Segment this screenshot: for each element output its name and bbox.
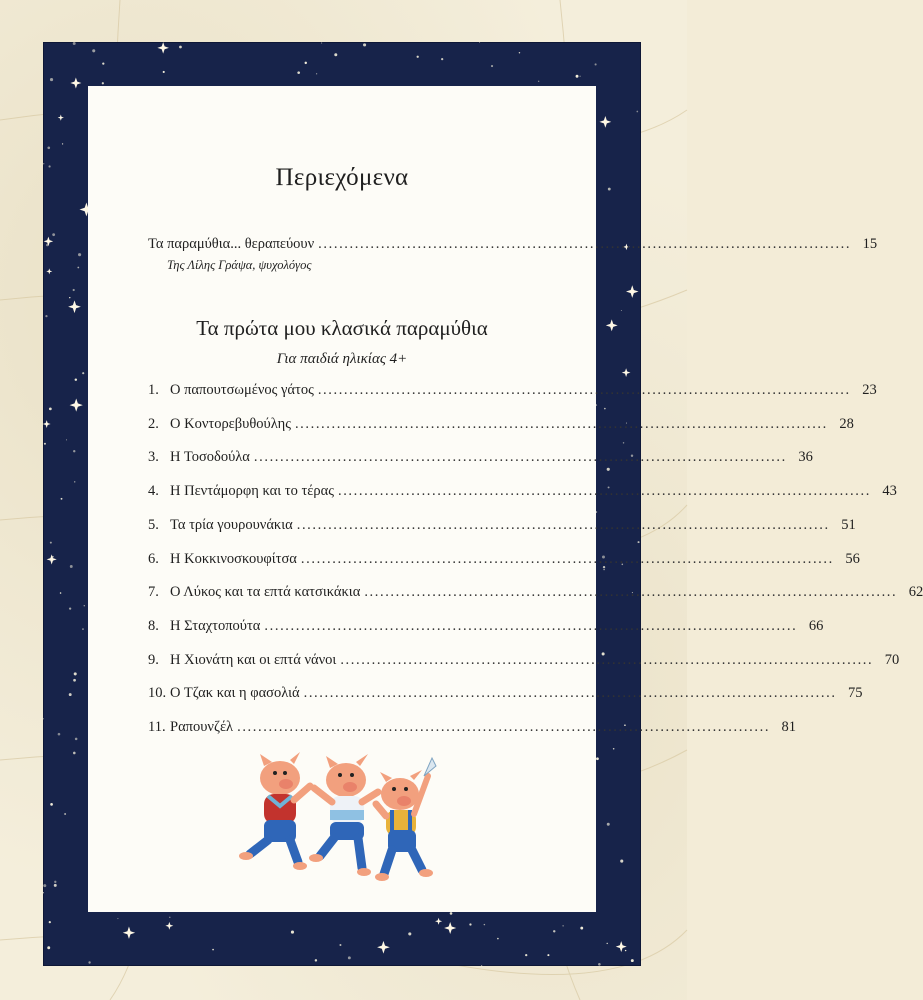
leader-dots: ...................................................................................................... [296, 516, 830, 533]
star-dot [69, 608, 71, 610]
star-dot [625, 950, 626, 951]
toc-entry[interactable] [148, 719, 797, 739]
entry-page-number: 70 [884, 651, 900, 668]
star-dot [75, 738, 78, 741]
star-dot [75, 378, 77, 380]
star-dot [82, 372, 84, 374]
pig-middle [309, 754, 378, 876]
star-dot [49, 165, 51, 167]
star-dot [45, 315, 47, 317]
star-dot [497, 938, 499, 940]
entry-number: 11. [148, 719, 166, 735]
entry-number: 4. [148, 483, 159, 500]
star-dot [580, 76, 581, 77]
star-dot [179, 46, 182, 49]
intro-entry[interactable] [148, 236, 878, 256]
star-dot [69, 297, 70, 298]
entry-number: 1. [148, 382, 159, 398]
leader-dots: ...................................................................................................... [237, 719, 771, 735]
star-dot [315, 959, 317, 961]
entry-number: 7. [148, 584, 159, 601]
star-dot [47, 146, 50, 149]
star-icon [626, 285, 639, 298]
entry-title: Η Τοσοδούλα [170, 449, 250, 466]
intro-title: Τα παραμύθια... θεραπεύουν [148, 236, 315, 252]
star-icon [157, 42, 169, 54]
star-dot [74, 481, 75, 482]
entry-page-number: 51 [841, 516, 856, 533]
star-dot [92, 49, 95, 52]
entry-title: Η Σταχτοπούτα [170, 617, 261, 634]
star-dot [417, 56, 419, 58]
star-dot [78, 253, 81, 256]
star-dot [291, 931, 294, 934]
entry-page-number: 81 [781, 719, 797, 735]
star-dot [553, 930, 555, 932]
star-dot [43, 884, 46, 887]
star-dot [54, 881, 56, 883]
entry-page-number: 36 [798, 449, 813, 466]
leader-dots: ...................................................................................................... [264, 617, 798, 634]
leader-dots: ...................................................................................................... [317, 382, 851, 398]
star-dot [60, 592, 62, 594]
star-dot [603, 569, 604, 570]
star-dot [50, 542, 52, 544]
star-dot [82, 628, 83, 629]
star-icon [377, 941, 390, 954]
page-title: Περιεχόμενα [275, 164, 409, 191]
leader-dots: ...................................................................................................... [300, 550, 834, 567]
entry-number: 10. [148, 685, 167, 702]
star-dot [62, 143, 63, 144]
entry-number: 9. [148, 651, 159, 668]
star-icon [599, 116, 611, 128]
star-dot [43, 163, 44, 164]
entry-page-number: 23 [862, 382, 877, 398]
star-dot [607, 468, 610, 471]
star-dot [484, 924, 485, 925]
star-dot [613, 748, 615, 750]
star-icon [68, 300, 81, 313]
star-dot [77, 267, 79, 269]
entry-page-number: 43 [882, 483, 897, 500]
star-icon [165, 922, 173, 930]
star-dot [576, 75, 579, 78]
star-icon [44, 237, 54, 247]
toc-entry[interactable] [148, 483, 897, 503]
entry-title: Η Πεντάμορφη και το τέρας [170, 483, 334, 500]
section-title: Τα πρώτα μου κλασικά παραμύθια [196, 316, 488, 340]
toc-entry[interactable] [148, 651, 900, 672]
star-dot [547, 954, 549, 956]
star-dot [169, 917, 170, 918]
leader-dots: ...................................................................................................... [303, 685, 837, 702]
star-dot [595, 63, 597, 65]
star-dot [49, 407, 52, 410]
star-icon [46, 268, 52, 274]
entry-page-number: 75 [848, 685, 863, 702]
star-dot [66, 439, 67, 440]
star-dot [469, 923, 471, 925]
toc-entry[interactable] [148, 449, 813, 469]
star-icon [123, 927, 135, 939]
toc-entry[interactable] [148, 415, 854, 436]
star-dot [481, 965, 482, 966]
star-icon [70, 78, 81, 89]
star-dot [50, 78, 53, 81]
star-dot [61, 498, 63, 500]
star-dot [88, 961, 90, 963]
star-dot [84, 605, 85, 606]
star-dot [621, 310, 622, 311]
star-dot [117, 918, 118, 919]
entry-page-number: 62 [908, 584, 923, 601]
star-dot [54, 884, 57, 887]
leader-dots: ...................................................................................................... [253, 449, 787, 466]
star-icon [47, 554, 57, 564]
star-dot [519, 52, 520, 53]
contents-panel [88, 86, 923, 912]
star-dot [50, 803, 53, 806]
intro-author: Της Λίλης Γράψα, ψυχολόγος [167, 258, 312, 272]
star-dot [538, 81, 539, 82]
star-dot [339, 944, 341, 946]
star-dot [623, 442, 624, 443]
entry-page-number: 28 [839, 415, 854, 432]
star-dot [316, 73, 317, 74]
entry-number: 8. [148, 617, 159, 634]
star-dot [604, 408, 606, 410]
star-dot [42, 718, 43, 719]
star-dot [363, 43, 366, 46]
star-dot [297, 71, 300, 74]
entry-title: Η Κοκκινοσκουφίτσα [170, 550, 297, 567]
star-dot [73, 679, 76, 682]
star-dot [491, 65, 493, 67]
entry-title: Ο Τζακ και η φασολιά [170, 685, 300, 702]
star-dot [52, 556, 54, 558]
leader-dots: ...................................................................................................... [294, 415, 828, 432]
star-dot [49, 921, 51, 923]
star-dot [598, 963, 601, 966]
star-icon [435, 918, 442, 925]
entry-title: Τα τρία γουρουνάκια [170, 516, 293, 533]
star-dot [73, 289, 75, 291]
entry-number: 6. [148, 550, 159, 567]
star-dot [73, 42, 76, 45]
star-dot [631, 959, 634, 962]
star-dot [607, 823, 610, 826]
star-icon [70, 398, 83, 411]
star-dot [58, 733, 61, 736]
star-dot [606, 943, 607, 944]
star-icon [444, 922, 456, 934]
star-dot [73, 752, 76, 755]
star-dot [52, 233, 55, 236]
star-icon [43, 420, 51, 428]
entry-title: Ο παπουτσωμένος γάτος [170, 382, 314, 398]
leader-dots: ...................................................................................................... [337, 483, 871, 500]
star-dot [102, 62, 104, 64]
entry-page-number: 56 [845, 550, 860, 567]
star-dot [64, 813, 66, 815]
entry-title: Ο Λύκος και τα επτά κατσικάκια [170, 584, 361, 601]
star-dot [408, 932, 411, 935]
star-dot [348, 956, 351, 959]
leader-dots: ...................................................................................................... [318, 236, 852, 252]
pig-left [239, 752, 310, 870]
toc-entry[interactable] [148, 382, 877, 402]
star-dot [305, 62, 307, 64]
star-dot [525, 954, 527, 956]
section-subtitle: Για παιδιά ηλικίας 4+ [276, 351, 408, 367]
star-dot [479, 42, 480, 43]
star-dot [450, 912, 453, 915]
pig-right [375, 758, 436, 881]
star-dot [596, 757, 599, 760]
leader-dots: ...................................................................................................... [340, 651, 874, 668]
entry-title: Ο Κοντορεβυθούλης [170, 415, 291, 432]
entry-title: Ραπουνζέλ [170, 719, 234, 735]
three-pigs-illustration [228, 756, 438, 886]
toc-entry[interactable] [148, 516, 856, 537]
star-dot [580, 927, 583, 930]
leader-dots: ...................................................................................................... [364, 584, 898, 601]
toc-entry[interactable] [148, 685, 863, 705]
star-dot [334, 53, 337, 56]
star-dot [441, 58, 443, 60]
entry-number: 3. [148, 449, 159, 466]
star-dot [74, 672, 77, 675]
star-dot [638, 541, 640, 543]
star-dot [102, 82, 104, 84]
entry-page-number: 66 [808, 617, 824, 634]
toc-entry[interactable] [148, 584, 923, 604]
toc-entry[interactable] [148, 550, 860, 571]
star-icon [606, 319, 618, 331]
star-dot [636, 111, 638, 113]
entry-title: Η Χιονάτη και οι επτά νάνοι [170, 651, 337, 668]
star-dot [73, 450, 75, 452]
intro-page-number: 15 [862, 236, 878, 252]
star-dot [70, 565, 73, 568]
star-dot [562, 925, 563, 926]
toc-entry[interactable] [148, 617, 824, 638]
star-dot [620, 860, 623, 863]
entry-number: 5. [148, 516, 159, 533]
star-dot [321, 42, 322, 43]
star-dot [163, 71, 165, 73]
star-dot [42, 892, 43, 893]
star-dot [47, 946, 50, 949]
star-icon [622, 368, 631, 377]
star-dot [44, 443, 46, 445]
star-icon [58, 115, 64, 121]
star-dot [608, 188, 611, 191]
star-dot [212, 949, 214, 951]
star-dot [69, 693, 72, 696]
entry-number: 2. [148, 415, 159, 432]
